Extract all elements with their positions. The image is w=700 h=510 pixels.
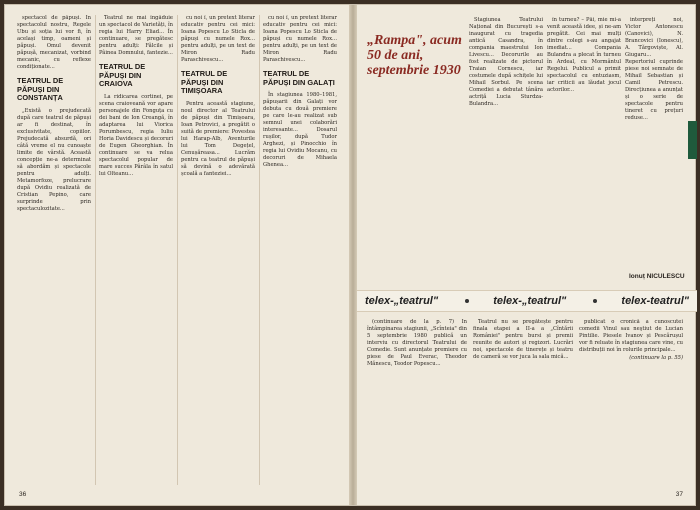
col3-intro: cu noi î, un pretext literar educativ pentru cei mici: Ioana Popescu Lo Sticla de păpuși cu numele Rox... pentru adulți, pe un text de Miron Radu Paraschivescu... [181,15,255,63]
telex-label-3: telex-teatrul" [621,295,689,307]
col3-text: Pentru această stagiune, noul director al Teatrului de păpuși din Timișoara, Ioan Petrovici, a pregătit o suită de premiere: Povestea lui Harap-Alb, Aventurile lui Tom Degețel, Cenușăreasa... Lucrăm pentru ca teatrul de păpuși să devină o adevărată școală a fanteziei... [181,100,255,177]
magazine-spread [4,4,696,506]
left-page [5,5,349,505]
telex-column-c [579,319,683,489]
article-col-c-text: interpreți noi, Victor Antonescu (Canovici), N. Brancovici (Ionescu), A. Tărgoviște, Al. Giugaru... Repertoriul cuprinde piese noi semnate de Mihail Sebastian și Camil Petrescu. Direcțiunea a anunțat și o serie de spectacole pentru tineret cu prețuri reduse... [625,17,683,121]
col1-text: „Există o prejudecată după care teatrul de păpuși ar fi destinat, în exclusivitate, copiilor. Prejudecată absurdă, ori câtă vreme el nu cunoaște limite de vârstă. Această concepție ne-a determinat să abordăm și spectacole pentru adulți. Metamorfoze, prelucrare după Ovidiu realizată de Cristian Pepino, care surprinde prin spectaculozitate... [17,107,91,212]
page-number-right: 37 [675,491,683,498]
column-divider [95,15,96,485]
heading-timisoara: TEATRUL DE PĂPUȘI DIN TIMIȘOARA [181,69,228,95]
article-col-a-text: Stagiunea Teatrului Național din București s-a inaugurat cu tragedia antică Casandra, în compania maestrului Ion Livescu... Decorurile au fost realizate de pictorul Traian Cornescu, iar costumele după schițele lui Mihail Sorbul. Pe scena Comediei a debutat tânăra actriță Lucia Sturdza-Bulandra... [469,17,543,107]
telex-label-2: telex-„teatrul" [493,295,567,307]
col4-text: În stagiunea 1980–1981, păpușarii din Galați vor debuta cu două premiere pe care le-au realizat sub semnul unei colaborări interesante... Dosarul rușilor, după Tudor Arghezi, și Pinocchio în regia lui Ovidiu Mocanu, cu decoruri de Mihaela Ghenea... [263,92,337,168]
telex-col-a-text: (continuare de la p. 7) În întâmpinarea stagiunii, „Scînteia" din 5 septembrie 1980 publică un interviu cu directorul Teatrului de Comedie. Sunt anunțate premiere cu piese de Paul Everac, Theodor Mănescu, Teodor Popescu... [367,319,467,367]
bullet-icon [465,299,469,303]
feature-title: „Rampa", acum 50 de ani, septembrie 1930 [367,33,462,78]
bullet-icon [593,299,597,303]
continuation-note: (continuare la p. 55) [629,355,683,361]
telex-label-1: telex-„teatrul" [365,295,439,307]
column-divider [259,15,260,485]
heading-galati: TEATRUL DE PĂPUȘI DIN GALAȚI [263,69,335,87]
column-3 [181,15,255,485]
article-column-a [469,17,543,285]
telex-column-b [473,319,573,489]
column-4 [263,15,337,485]
article-column-b [547,17,621,285]
telex-banner [357,290,697,312]
column-1 [17,15,91,485]
article-col-b-text: în turneu? – Păi, mie mi-a venit această idee, și ne-am pregătit. Cei mai mulți dintre colegi s-au angajat imediat... Compania Bulandra a plecat în turneu în Ardeal, cu Mormântul Regelui. Publicul a primit spectacolul cu entuziasm, iar criticii au lăudat jocul actorilor... [547,17,621,93]
author-signature: Ionuț NICULESCU [629,273,685,280]
page-number-left: 36 [19,491,27,498]
col2-intro: Teatrul ne mai îngăduie un spectacol de Varietăți, în regia lui Harry Eliad... În continuare, se pregătesc pentru adulți: Fălcile și Pâinea Domnului, fantezie... [99,15,173,56]
heading-craiova: TEATRUL DE PĂPUȘI DIN CRAIOVA [99,62,146,88]
column-2 [99,15,173,485]
book-gutter [349,5,357,505]
col4-cont: cu noi î, un pretext literar educativ pentru cei mici: Ioana Popescu Lo Sticla de păpuși cu numele Rox... pentru adulți, pe un text de Miron Radu Paraschivescu... [263,15,337,63]
green-tab-marker [688,121,697,159]
telex-column-a [367,319,467,489]
col1-intro: spectacol de păpuși. În spectacolul nostru, Regele Ubu și soția lui vor fi, în același timp, oameni și păpuși. Omul devenit păpușă, mecanizat, vorbind mecanic, cu reflexe condiționate... [17,15,91,70]
telex-col-b-text: Teatrul nu se pregătește pentru finala etapei a II-a a „Cîntării României" pentru bursi și premii reunite de autori și regizori. Lucrări noi, spectacole de tinerețe și teatru de cameră se vor juca la sala mică... [473,319,573,360]
col2-text: La ridicarea cortinei, pe scena craioveană vor apare personajele din Fonguța cu dei bani de Ion Creangă, în adaptarea lui Viorica Porumbescu, regia Iuliu Horia Davidescu și decoruri de Eugen Gheorghian. În continuare se va relua spectacolul popular de mare succes Pârâla în satul lui Olteanu... [99,93,173,177]
right-page [357,5,697,505]
telex-col-c-text: publicat o cronică a cunoscutei comedii Vinul sau neştiut de Lucian Pintilie. Piesele Ivanov și Pescărușul vor fi reluate în stagiunea care vine, cu distribuții noi în rolurile principale... [579,319,683,353]
heading-constanta: TEATRUL DE PĂPUȘI DIN CONSTANȚA [17,76,64,102]
article-column-c [625,17,683,267]
column-divider [177,15,178,485]
